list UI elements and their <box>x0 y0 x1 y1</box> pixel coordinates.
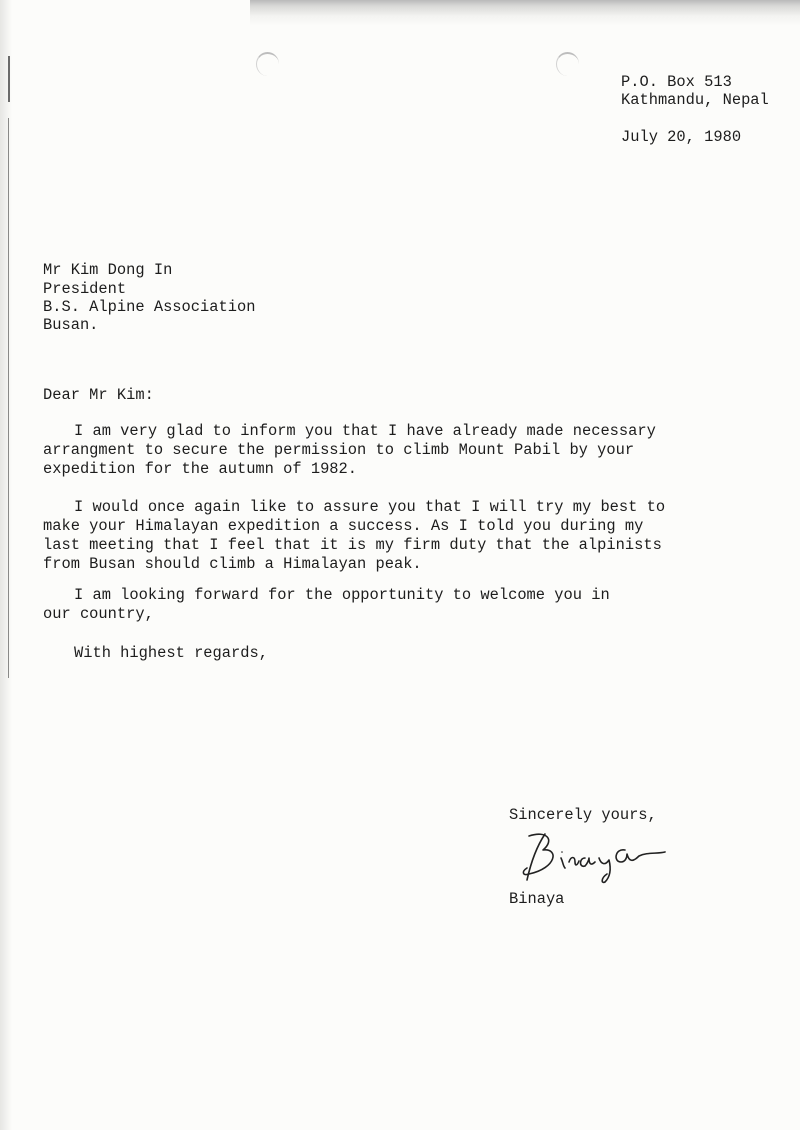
scan-edge-mark <box>8 56 10 102</box>
body-line: make your Himalayan expedition a success. As I told you during my <box>43 517 644 535</box>
handwritten-signature <box>515 828 685 888</box>
body-line: I am very glad to inform you that I have already made necessary <box>74 422 656 440</box>
punch-hole-mark <box>256 52 279 76</box>
scan-shadow-top <box>250 0 800 26</box>
signoff: Sincerely yours, <box>509 806 657 824</box>
recipient-city: Busan. <box>43 316 99 334</box>
closing-phrase: With highest regards, <box>74 644 268 662</box>
body-paragraph-2 <box>43 496 743 572</box>
body-paragraph-3 <box>43 584 743 622</box>
body-line: last meeting that I feel that it is my firm duty that the alpinists <box>43 536 662 554</box>
punch-hole-mark <box>556 52 579 76</box>
scan-shadow-left <box>0 0 12 1130</box>
recipient-organization: B.S. Alpine Association <box>43 298 256 316</box>
body-paragraph-1 <box>43 420 743 477</box>
signer-name: Binaya <box>509 890 565 908</box>
body-line: arrangment to secure the permission to climb Mount Pabil by your <box>43 441 635 459</box>
body-line: our country, <box>43 605 154 623</box>
sender-address-line-1: P.O. Box 513 <box>621 73 732 91</box>
sender-address-line-2: Kathmandu, Nepal <box>621 91 769 109</box>
body-line: I would once again like to assure you that I will try my best to <box>74 498 666 516</box>
scan-edge-mark <box>8 118 9 678</box>
body-line: from Busan should climb a Himalayan peak. <box>43 555 422 573</box>
body-line: expedition for the autumn of 1982. <box>43 460 358 478</box>
body-line: I am looking forward for the opportunity to welcome you in <box>74 586 610 604</box>
recipient-name: Mr Kim Dong In <box>43 261 173 279</box>
recipient-title: President <box>43 280 127 298</box>
salutation: Dear Mr Kim: <box>43 386 154 404</box>
letter-date: July 20, 1980 <box>621 128 742 146</box>
